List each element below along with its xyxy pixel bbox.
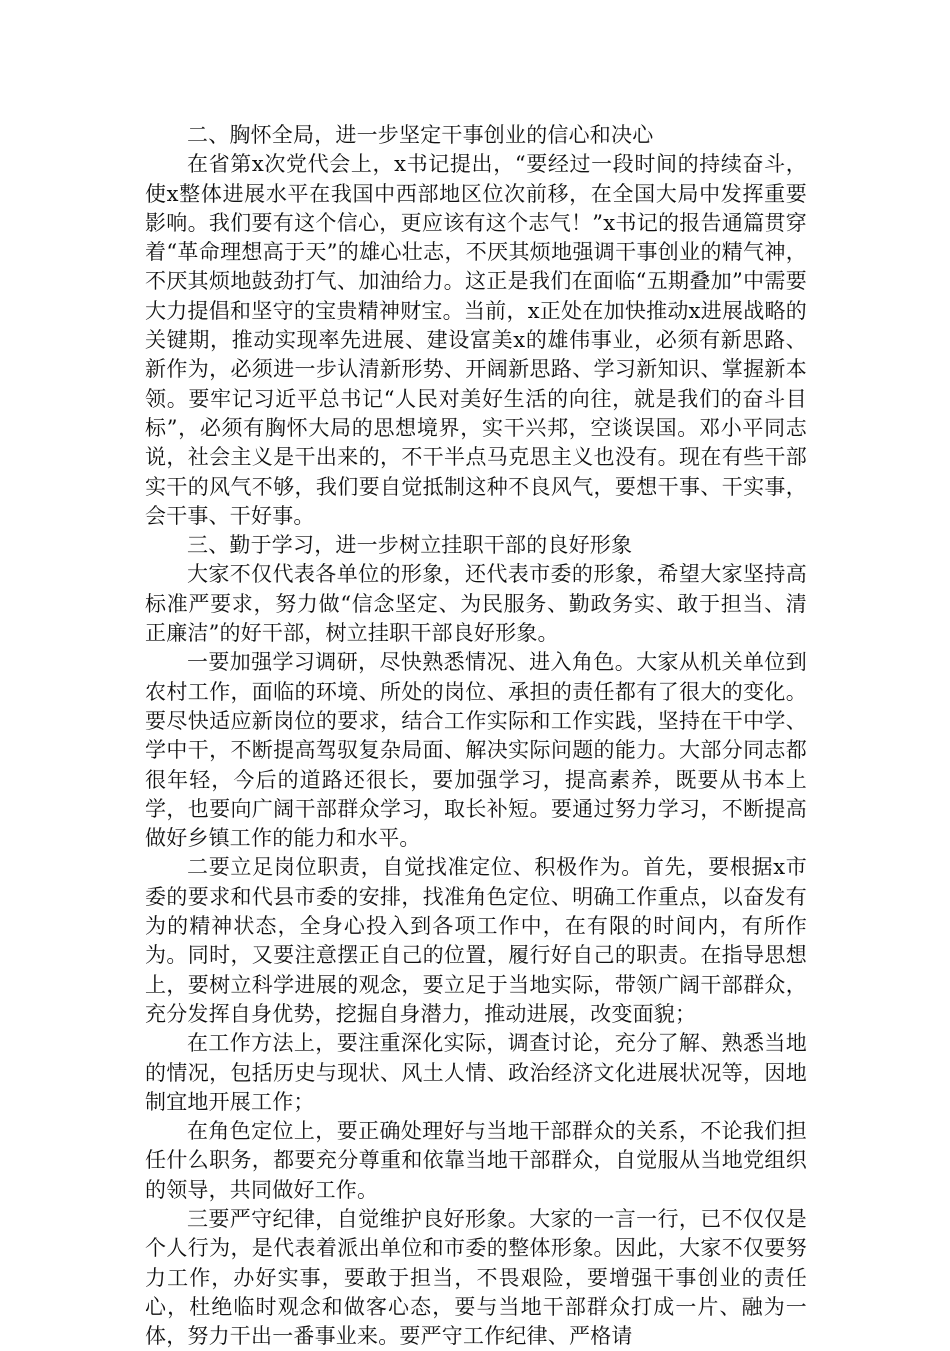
body-paragraph: 一要加强学习调研，尽快熟悉情况、进入角色。大家从机关单位到农村工作，面临的环境、所处的岗位、承担的责任都有了很大的变化。要尽快适应新岗位的要求，结合工作实际和工作实践，坚持在干中学、学中干，不断提高驾驭复杂局面、解决实际问题的能力。大部分同志都很年轻，今后的道路还很长，要加强学习，提高素养，既要从书本上学，也要向广阔干部群众学习，取长补短。要通过努力学习，不断提高做好乡镇工作的能力和水平。 — [145, 650, 807, 851]
body-paragraph: 在工作方法上，要注重深化实际，调查讨论，充分了解、熟悉当地的情况，包括历史与现状、风土人情、政治经济文化进展状况等，因地制宜地开展工作； — [145, 1031, 807, 1114]
document-page — [145, 121, 807, 1351]
body-paragraph: 二要立足岗位职责，自觉找准定位、积极作为。首先，要根据x市委的要求和代县市委的安排，找准角色定位、明确工作重点，以奋发有为的精神状态，全身心投入到各项工作中，在有限的时间内，有所作为。同时，又要注意摆正自己的位置，履行好自己的职责。在指导思想上，要树立科学进展的观念，要立足于当地实际，带领广阔干部群众，充分发挥自身优势，挖掘自身潜力，推动进展，改变面貌； — [145, 855, 807, 1026]
body-paragraph: 在角色定位上，要正确处理好与当地干部群众的关系，不论我们担任什么职务，都要充分尊重和依靠当地干部群众，自觉服从当地党组织的领导，共同做好工作。 — [145, 1119, 807, 1202]
section-heading-2: 二、胸怀全局，进一步坚定干事创业的信心和决心 — [187, 123, 654, 147]
section-heading-3: 三、勤于学习，进一步树立挂职干部的良好形象 — [187, 533, 633, 558]
body-paragraph: 大家不仅代表各单位的形象，还代表市委的形象，希望大家坚持高标准严要求，努力做“信念坚定、为民服务、勤政务实、敢于担当、清正廉洁”的好干部，树立挂职干部良好形象。 — [145, 562, 807, 646]
body-paragraph: 三要严守纪律，自觉维护良好形象。大家的一言一行，已不仅仅是个人行为，是代表着派出单位和市委的整体形象。因此，大家不仅要努力工作，办好实事，要敢于担当，不畏艰险，要增强干事创业的责任心，杜绝临时观念和做客心态，要与当地干部群众打成一片、融为一体，努力干出一番事业来。要严守工作纪律、严格请 — [145, 1206, 807, 1349]
body-paragraph: 在省第x次党代会上，x书记提出，“要经过一段时间的持续奋斗，使x整体进展水平在我国中西部地区位次前移，在全国大局中发挥重要影响。我们要有这个信心，更应该有这个志气！”x书记的报告通篇贯穿着“革命理想高于天”的雄心壮志，不厌其烦地强调干事创业的精气神，不厌其烦地鼓劲打气、加油给力。这正是我们在面临“五期叠加”中需要大力提倡和坚守的宝贵精神财宝。当前，x正处在加快推动x进展战略的关键期，推动实现率先进展、建设富美x的雄伟事业，必须有新思路、新作为，必须进一步认清新形势、开阔新思路、学习新知识、掌握新本领。要牢记习近平总书记“人民对美好生活的向往，就是我们的奋斗目标”，必须有胸怀大局的思想境界，实干兴邦，空谈误国。邓小平同志说，社会主义是干出来的，不干半点马克思主义也没有。现在有些干部实干的风气不够，我们要自觉抵制这种不良风气，要想干事、干实事，会干事、干好事。 — [145, 152, 807, 528]
